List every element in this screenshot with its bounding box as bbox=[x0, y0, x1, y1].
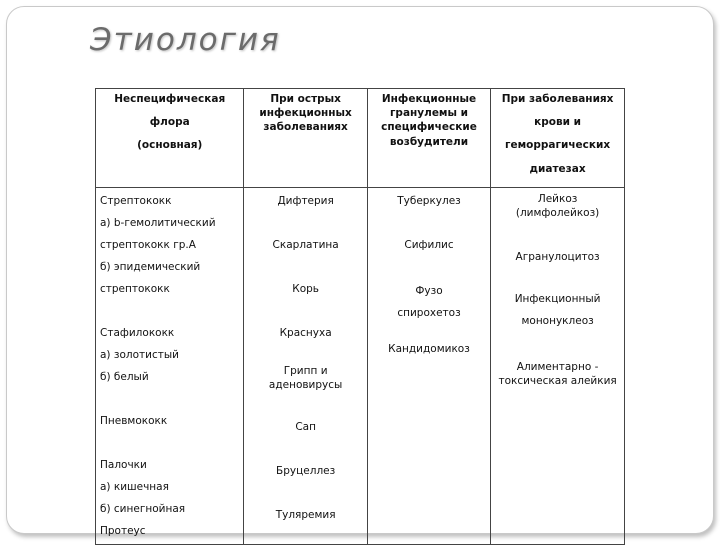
cell-granulomas bbox=[367, 187, 490, 544]
list-item: Корь bbox=[292, 282, 319, 295]
table-header-row bbox=[96, 89, 625, 188]
header-line: (основная) bbox=[137, 139, 203, 152]
list-item: а) золотистый bbox=[100, 348, 179, 361]
header-line: диатезах bbox=[529, 162, 586, 175]
list-item: а) кишечная bbox=[100, 480, 169, 493]
header-granulomas bbox=[367, 89, 490, 188]
cell-nonspecific-flora bbox=[96, 187, 244, 544]
etiology-table bbox=[95, 88, 625, 545]
header-line: При острых bbox=[270, 93, 341, 105]
list-item: стрептококк bbox=[100, 282, 170, 295]
header-line: крови и bbox=[534, 116, 582, 129]
list-item: Стафилококк bbox=[100, 326, 175, 339]
header-line: инфекционных bbox=[259, 107, 352, 120]
header-line: Неспецифическая bbox=[114, 93, 226, 105]
cell-acute-infections bbox=[244, 187, 367, 544]
slide-title: Этиология bbox=[90, 22, 281, 58]
table-body-row bbox=[96, 187, 625, 544]
list-item: а) b-гемолитический bbox=[100, 216, 216, 229]
list-item: б) белый bbox=[100, 370, 149, 383]
list-item: Палочки bbox=[100, 458, 147, 471]
etiology-table-wrap bbox=[95, 88, 625, 537]
header-nonspecific-flora bbox=[96, 89, 244, 188]
list-item: Краснуха bbox=[279, 326, 332, 339]
cell-blood-diseases bbox=[491, 187, 625, 544]
header-line: Инфекционные bbox=[381, 93, 477, 105]
list-item: Сифилис bbox=[404, 238, 454, 251]
list-item: Грипп и аденовирусы bbox=[268, 364, 343, 391]
list-item: Агранулоцитоз bbox=[515, 250, 600, 263]
list-item: Лейкоз (лимфолейкоз) bbox=[515, 192, 600, 219]
list-item: Дифтерия bbox=[277, 194, 334, 207]
header-line: гранулемы и bbox=[389, 107, 469, 120]
list-item: б) эпидемический bbox=[100, 260, 201, 273]
list-item: Кандидомикоз bbox=[388, 342, 470, 355]
list-item: стрептококк гр.А bbox=[100, 238, 196, 251]
list-item: Бруцеллез bbox=[276, 464, 336, 477]
list-item: Скарлатина bbox=[272, 238, 339, 251]
list-item: Алиментарно - токсическая алейкия bbox=[498, 360, 617, 387]
header-line: флора bbox=[149, 116, 190, 129]
list-item: Стрептококк bbox=[100, 194, 172, 207]
header-line: При заболеваниях bbox=[501, 93, 614, 105]
header-acute-infections bbox=[244, 89, 367, 188]
list-item: Туляремия bbox=[275, 508, 336, 521]
header-blood-diseases bbox=[491, 89, 625, 188]
header-line: возбудители bbox=[389, 135, 469, 148]
header-line: геморрагических bbox=[504, 139, 611, 152]
list-item: Фузо спирохетоз bbox=[397, 284, 461, 319]
list-item: Инфекционный мононуклеоз bbox=[514, 292, 601, 327]
list-item: Туберкулез bbox=[397, 194, 461, 207]
header-line: заболеваниях bbox=[263, 121, 348, 134]
header-line: специфические bbox=[381, 121, 477, 134]
list-item: Протеус bbox=[100, 524, 146, 537]
list-item: Пневмококк bbox=[100, 414, 168, 427]
list-item: б) синегнойная bbox=[100, 502, 186, 515]
list-item: Сап bbox=[295, 420, 316, 433]
